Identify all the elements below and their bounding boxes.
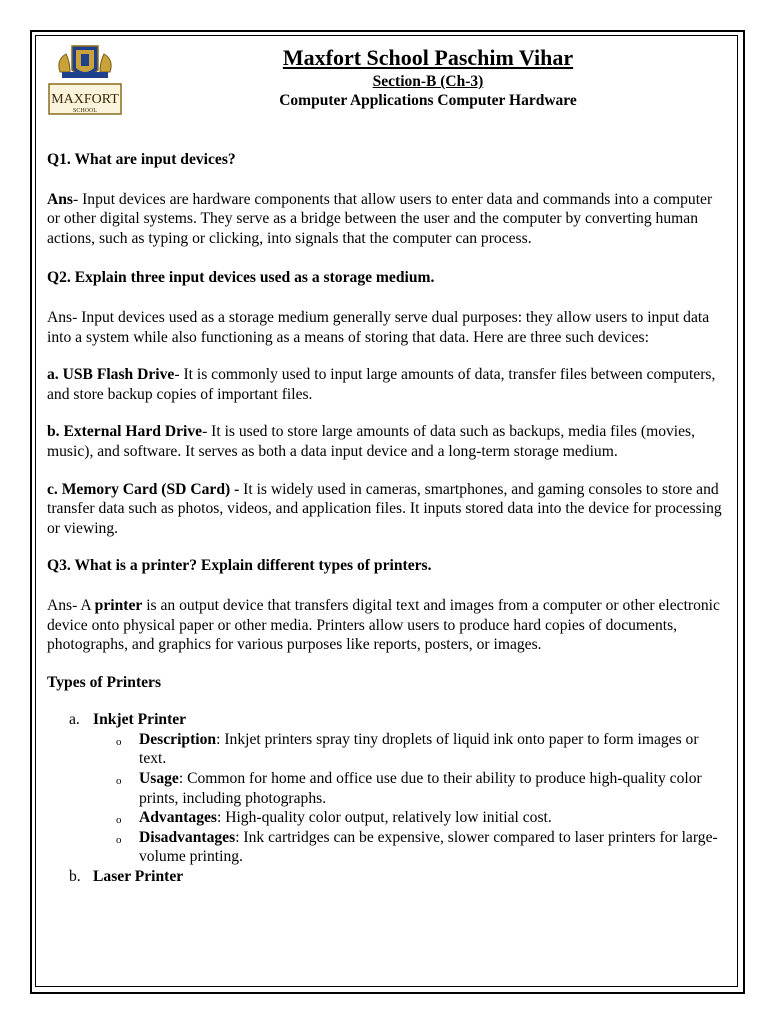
storage-device-usb: a. USB Flash Drive- It is commonly used to input large amounts of data, transfer files between computers, and store backup copies of important files. — [47, 366, 716, 403]
school-name: Maxfort School Paschim Vihar — [282, 45, 574, 70]
printer-type-laser: b. Laser Printer — [69, 868, 184, 886]
inkjet-details-list — [47, 730, 727, 867]
document-body — [47, 150, 727, 887]
svg-text:MAXFORT: MAXFORT — [51, 92, 119, 107]
school-logo — [46, 42, 124, 118]
question-2: Q2. Explain three input devices used as a storage medium. — [47, 269, 435, 287]
inkjet-usage: o Usage: Common for home and office use due to their ability to produce high-quality color prints, including photographs. — [116, 770, 702, 807]
document-header — [150, 44, 706, 111]
section-label: Section-B (Ch-3) — [372, 73, 484, 90]
answer-3: Ans- A printer is an output device that transfers digital text and images from a computer or other electronic device onto physical paper or other media. Printers allow users to produce hard copies of documents, photographs, and graphics for various purposes like reports, posters, or images. — [47, 596, 720, 654]
inkjet-disadvantages: o Disadvantages: Ink cartridges can be expensive, slower compared to laser printers for large-volume printing. — [116, 828, 718, 866]
answer-2: Ans- Input devices used as a storage medium generally serve dual purposes: they allow users to input data into a system while also functioning as a means of storing that data. Here are three such devices: — [47, 308, 710, 346]
question-1: Q1. What are input devices? — [47, 151, 236, 168]
inkjet-description: o Description: Inkjet printers spray tiny droplets of liquid ink onto paper to form images or text. — [116, 730, 699, 768]
printer-type-inkjet: a. Inkjet Printer — [69, 711, 187, 729]
answer-1: Ans- Input devices are hardware components that allow users to enter data and commands into a computer or other digital systems. They serve as a bridge between the user and the computer by converting human actions, such as typing or clicking, into signals that the computer can process. — [47, 190, 713, 247]
question-3: Q3. What is a printer? Explain different types of printers. — [47, 557, 432, 575]
storage-device-hdd: b. External Hard Drive- It is used to store large amounts of data such as backups, media files (movies, music), and software. It serves as both a data input device and a long-term storage medium. — [47, 423, 696, 460]
inkjet-advantages: o Advantages: High-quality color output, relatively low initial cost. — [116, 809, 552, 827]
storage-device-sd: c. Memory Card (SD Card) - It is widely used in cameras, smartphones, and gaming consoles to store and transfer data such as photos, videos, and application files. It inputs stored data into the device for processing or viewing. — [47, 480, 722, 537]
subject-title: Computer Applications Computer Hardware — [279, 92, 577, 109]
svg-text:SCHOOL: SCHOOL — [72, 108, 98, 114]
printer-types-list — [47, 710, 727, 730]
types-heading: Types of Printers — [47, 673, 162, 691]
